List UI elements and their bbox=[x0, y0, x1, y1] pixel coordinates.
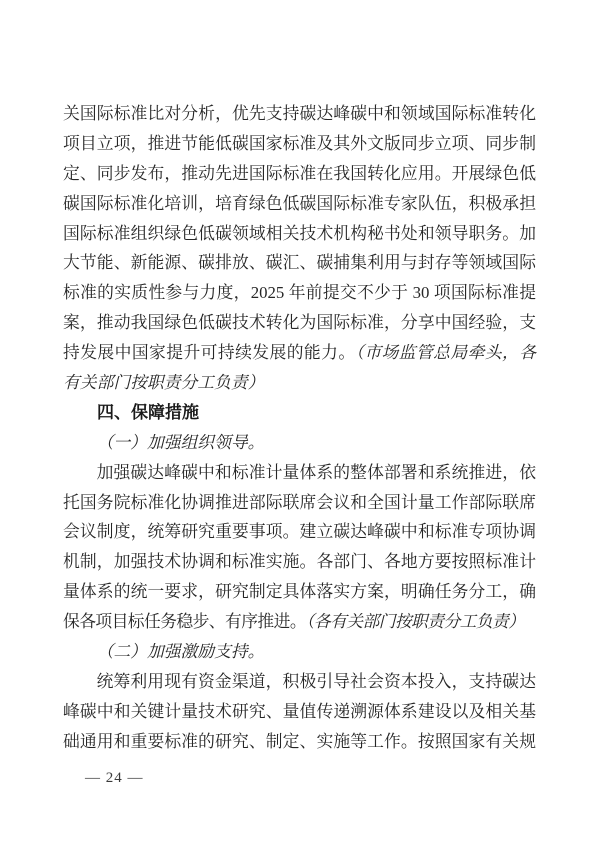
responsibility-annotation: （市场监管总局牵头，各 bbox=[355, 343, 536, 363]
body-line bbox=[63, 278, 536, 308]
page-number-text: — 24 — bbox=[85, 770, 144, 786]
body-line bbox=[63, 667, 536, 697]
body-line bbox=[63, 547, 536, 577]
body-text: 定、同步发布，推动先进国际标准在我国转化应用。开展绿色低 bbox=[63, 163, 536, 183]
body-text: 托国务院标准化协调推进部际联席会议和全国计量工作部际联席 bbox=[63, 492, 536, 512]
body-line bbox=[63, 517, 536, 547]
body-text: 保各项目标任务稳步、有序推进。 bbox=[63, 612, 307, 632]
body-text: 碳国际标准化培训，培育绿色低碳国际标准专家队伍，积极承担 bbox=[63, 193, 536, 213]
body-line bbox=[63, 697, 536, 727]
body-line bbox=[63, 99, 536, 129]
body-text: 机制，加强技术协调和标准实施。各部门、各地方要按照标准计 bbox=[63, 552, 536, 572]
body-text: 会议制度，统筹研究重要事项。建立碳达峰碳中和标准专项协调 bbox=[63, 522, 536, 542]
body-line bbox=[63, 458, 536, 488]
body-text: 大节能、新能源、碳排放、碳汇、碳捕集利用与封存等领域国际 bbox=[63, 253, 536, 273]
body-text: 量体系的统一要求，研究制定具体落实方案，明确任务分工，确 bbox=[63, 582, 536, 602]
responsibility-annotation-line bbox=[63, 368, 536, 398]
responsibility-annotation: 有关部门按职责分工负责） bbox=[63, 373, 265, 393]
body-line bbox=[63, 189, 536, 219]
body-line bbox=[63, 308, 536, 338]
body-line bbox=[63, 607, 536, 637]
body-text: 关国际标准比对分析，优先支持碳达峰碳中和领域国际标准转化 bbox=[63, 104, 536, 123]
body-text: 础通用和重要标准的研究、制定、实施等工作。按照国家有关规 bbox=[63, 731, 536, 751]
body-line bbox=[63, 577, 536, 607]
body-text: 统筹利用现有资金渠道，积极引导社会资本投入，支持碳达 bbox=[96, 671, 536, 691]
text-block bbox=[63, 99, 536, 757]
body-text: 标准的实质性参与力度，2025 年前提交不少于 30 项国际标准提 bbox=[63, 283, 536, 303]
body-line bbox=[63, 338, 536, 368]
subsection-heading-text: （一）加强组织领导。 bbox=[96, 432, 265, 452]
subsection-heading bbox=[63, 637, 536, 667]
body-text: 峰碳中和关键计量技术研究、量值传递溯源体系建设以及相关基 bbox=[63, 701, 536, 721]
body-text: 国际标准组织绿色低碳领域相关技术机构秘书处和领导职务。加 bbox=[63, 223, 536, 243]
body-text: 持发展中国家提升可持续发展的能力。 bbox=[63, 343, 356, 363]
section-heading bbox=[63, 398, 536, 428]
body-text: 项目立项，推进节能低碳国家标准及其外文版同步立项、同步制 bbox=[63, 133, 536, 153]
body-text: 案，推动我国绿色低碳技术转化为国际标准，分享中国经验，支 bbox=[63, 313, 536, 333]
body-line bbox=[63, 129, 536, 159]
subsection-heading bbox=[63, 428, 536, 458]
body-text: 加强碳达峰碳中和标准计量体系的整体部署和系统推进，依 bbox=[96, 462, 536, 482]
body-line bbox=[63, 248, 536, 278]
body-line bbox=[63, 727, 536, 757]
section-heading-text: 四、保障措施 bbox=[97, 402, 199, 422]
body-line bbox=[63, 159, 536, 189]
subsection-heading-text: （二）加强激励支持。 bbox=[96, 642, 265, 662]
page-number bbox=[85, 769, 144, 787]
body-line bbox=[63, 219, 536, 249]
body-line bbox=[63, 488, 536, 518]
responsibility-annotation: （各有关部门按职责分工负责） bbox=[306, 612, 525, 632]
